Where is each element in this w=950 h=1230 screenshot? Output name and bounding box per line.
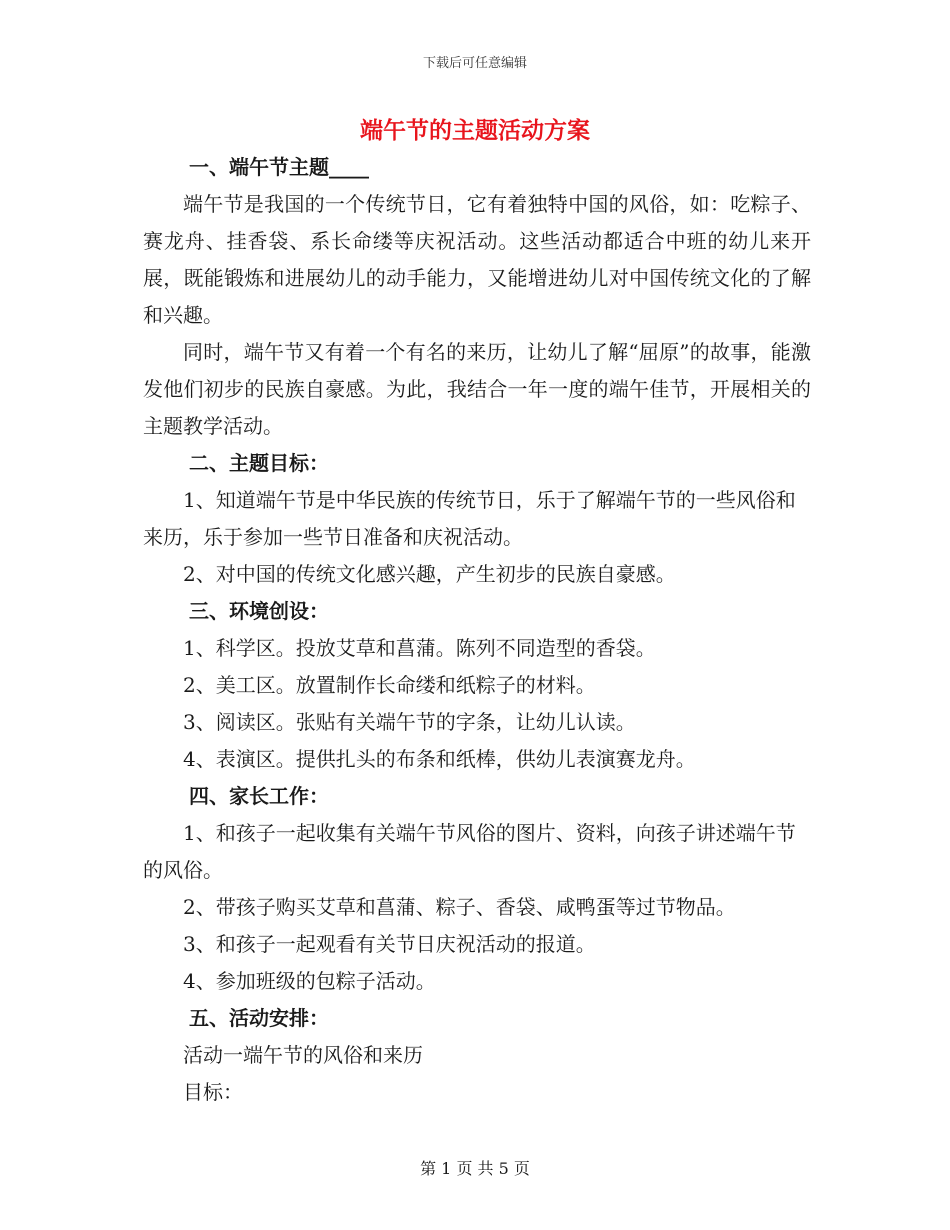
section-heading-5: 五、活动安排：: [189, 1006, 329, 1030]
parent-work-item: 1、和孩子一起收集有关端午节风俗的图片、资料，向孩子讲述端午节的风俗。: [143, 821, 796, 882]
parent-work-item: 3、和孩子一起观看有关节日庆祝活动的报道。: [183, 932, 596, 956]
environment-item: 3、阅读区。张贴有关端午节的字条，让幼儿认读。: [183, 710, 636, 734]
page-header-note: 下载后可任意编辑: [422, 56, 527, 71]
parent-work-item: 2、带孩子购买艾草和菖蒲、粽子、香袋、咸鸭蛋等过节物品。: [183, 895, 736, 919]
parent-work-item: 4、参加班级的包粽子活动。: [183, 969, 436, 993]
environment-item: 2、美工区。放置制作长命缕和纸粽子的材料。: [183, 673, 596, 697]
activity-title: 活动一端午节的风俗和来历: [183, 1043, 423, 1067]
section-heading-4: 四、家长工作：: [189, 784, 329, 808]
fill-in-blank: ____: [329, 155, 369, 179]
paragraph-intro: 端午节是我国的一个传统节日，它有着独特中国的风俗，如：吃粽子、赛龙舟、挂香袋、系长命缕等庆祝活动。这些活动都适合中班的幼儿来开展，既能锻炼和进展幼儿的动手能力，又能增进幼儿对中国传统文化的了解和兴趣。: [143, 192, 811, 327]
document-body: [143, 149, 811, 1111]
goal-item: 1、知道端午节是中华民族的传统节日，乐于了解端午节的一些风俗和来历，乐于参加一些节日准备和庆祝活动。: [143, 488, 796, 549]
activity-goal-label: 目标：: [183, 1080, 243, 1104]
section-heading-1-text: 一、端午节主题: [189, 155, 329, 179]
paragraph-origin: 同时，端午节又有着一个有名的来历，让幼儿了解“屈原”的故事，能激发他们初步的民族自豪感。为此，我结合一年一度的端午佳节，开展相关的主题教学活动。: [143, 340, 811, 438]
section-heading-1: [143, 149, 811, 186]
section-heading-3: 三、环境创设：: [189, 599, 329, 623]
goal-item: 2、对中国的传统文化感兴趣，产生初步的民族自豪感。: [183, 562, 676, 586]
environment-item: 1、科学区。投放艾草和菖蒲。陈列不同造型的香袋。: [183, 636, 656, 660]
environment-item: 4、表演区。提供扎头的布条和纸棒，供幼儿表演赛龙舟。: [183, 747, 696, 771]
page-number: 第 1 页 共 5 页: [420, 1159, 530, 1178]
document-title: 端午节的主题活动方案: [360, 117, 590, 144]
section-heading-2: 二、主题目标：: [189, 451, 329, 475]
